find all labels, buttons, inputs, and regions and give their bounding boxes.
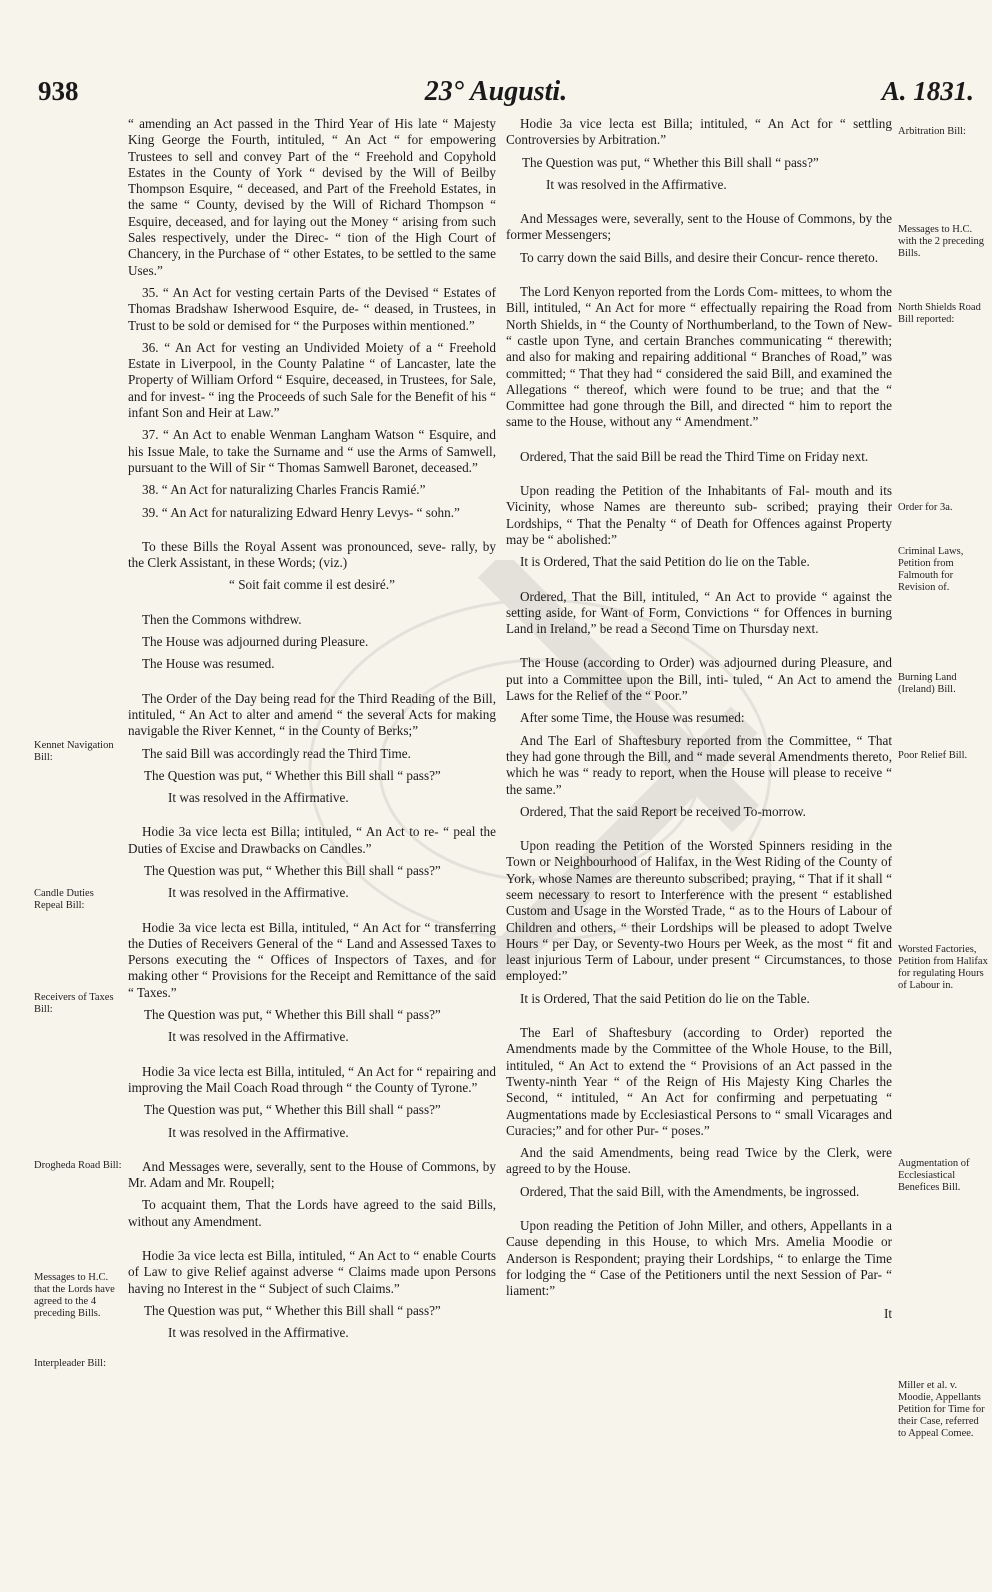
margin-note-right: Augmentation of Ecclesiastical Benefices Bill. (898, 1158, 970, 1193)
text-paragraph: The House (according to Order) was adjourned during Pleasure, and put into a Committee upon the Bill, inti- tuled, “ An Act to amend the Laws for the Relief of the “ Poor.” (506, 655, 892, 704)
text-paragraph: Hodie 3a vice lecta est Billa, intituled, “ An Act to “ enable Courts of Law to give Relief against adverse “ Claims made upon Persons having no Interest in the “ Subject of such Claims.” (128, 1248, 496, 1296)
left-text-column (128, 116, 496, 1348)
text-paragraph: “ amending an Act passed in the Third Year of His late “ Majesty King George the Fourth, intituled, “ An Act “ for empowering Trustees to sell and convey Part of the “ Freehold and Copyhold Estates in the County of York “ devised by the Will of Beilby Thompson Esquire, “ deceased, and Part of the Freehold Estates, in the same “ County, devised by the Will of Richard Thompson “ Esquire, deceased, and for laying out the Money “ arising from such Sales respectively, under the Direc- “ tion of the High Court of Chancery, in the Purchase of “ other Estates, to be settled to the same Uses.” (128, 116, 496, 278)
section-gap (506, 437, 892, 449)
section-gap (128, 600, 496, 612)
text-paragraph: The Earl of Shaftesbury (according to Order) reported the Amendments made by the Committee of the Whole House, to the Bill, intituled, “ An Act to extend the “ Provisions of an Act passed in the Twenty-ninth Year “ of the Reign of His Majesty King Charles the Second, “ intituled, “ An Act for confirming and perpetuating “ Augmentations made by Ecclesiastical Persons to “ small Vicarages and Curacies;” and for other Pur- “ poses.” (506, 1025, 892, 1138)
section-gap (128, 1147, 496, 1159)
text-paragraph: The Question was put, “ Whether this Bill shall “ pass?” (144, 862, 441, 878)
text-paragraph: The House was adjourned during Pleasure. (142, 634, 369, 650)
text-paragraph: Ordered, That the said Bill be read the Third Time on Friday next. (520, 448, 869, 464)
text-paragraph: Hodie 3a vice lecta est Billa, intituled, “ An Act for “ repairing and improving the Mail Coach Road through “ the County of Tyrone.” (128, 1063, 496, 1095)
page-year: A. 1831. (881, 76, 974, 106)
section-gap (506, 577, 892, 589)
text-paragraph: Upon reading the Petition of John Miller, and others, Appellants in a Cause depending in this House, to which Mrs. Amelia Moodie or Anderson is Respondent; praying their Lordships, “ to enlarge the Time for lodging the “ Case of the Petitioners until the next Session of Par- “ liament:” (506, 1218, 892, 1299)
margin-note-right: North Shields Road Bill reported: (898, 302, 981, 325)
page-date: 23° Augusti. (424, 76, 568, 107)
text-paragraph: The Question was put, “ Whether this Bill shall “ pass?” (144, 1102, 441, 1118)
text-paragraph: To acquaint them, That the Lords have agreed to the said Bills, without any Amendment. (128, 1197, 496, 1229)
margin-note-left: Receivers of Taxes Bill: (34, 992, 114, 1015)
page-header (0, 76, 992, 110)
text-paragraph: “ Soit fait comme il est desiré.” (229, 577, 395, 593)
text-paragraph: It was resolved in the Affirmative. (168, 1325, 349, 1341)
margin-note-right: Poor Relief Bill. (898, 750, 968, 761)
margin-note-right: Burning Land (Ireland) Bill. (898, 672, 957, 695)
section-gap (128, 527, 496, 539)
margin-note-left: Candle Duties Repeal Bill: (34, 888, 94, 911)
text-paragraph: It was resolved in the Affirmative. (168, 885, 349, 901)
text-paragraph: After some Time, the House was resumed: (520, 710, 745, 726)
text-paragraph: And Messages were, severally, sent to the House of Commons, by the former Messengers; (506, 211, 892, 243)
margin-note-left: Drogheda Road Bill: (34, 1160, 122, 1171)
section-gap (506, 826, 892, 838)
text-paragraph: 36. “ An Act for vesting an Undivided Moiety of a “ Freehold Estate in Liverpool, in the County Palatine “ of Lancaster, late the Property of William Orford “ Esquire, deceased, in Trustees, for Sale, and for invest- “ ing the Proceeds of such Sale for the Benefit of his “ infant Son and Heir at Law.” (128, 339, 496, 421)
margin-note-right: Criminal Laws, Petition from Falmouth for Revision of. (898, 546, 964, 593)
section-gap (506, 471, 892, 483)
margin-note-right: Arbitration Bill: (898, 126, 966, 137)
text-paragraph: The Order of the Day being read for the Third Reading of the Bill, intituled, “ An Act to alter and amend “ the several Acts for making navigable the River Kennet, “ in the County of Berks;” (128, 690, 496, 739)
text-paragraph: It was resolved in the Affirmative. (546, 176, 727, 192)
margin-note-right: Messages to H.C. with the 2 preceding Bills. (898, 224, 985, 259)
margin-note-right: Order for 3a. (898, 502, 953, 513)
text-paragraph: And the said Amendments, being read Twice by the Clerk, were agreed to by the House. (506, 1145, 892, 1177)
section-gap (506, 272, 892, 284)
text-paragraph: Upon reading the Petition of the Inhabitants of Fal- mouth and its Vicinity, whose Names are thereunto sub- scribed; praying their Lordships, “ That the Penalty “ of Death for Offences against Property may be “ abolished:” (506, 483, 892, 547)
margin-note-right: Miller et al. v. Moodie, Appellants Petition for Time for their Case, referred to Appeal Comee. (898, 1380, 985, 1439)
text-paragraph: And The Earl of Shaftesbury reported from the Committee, “ That they had gone through the Bill, and “ made several Amendments thereto, which he was “ ready to report, when the House will please to receive “ the same.” (506, 732, 892, 797)
text-paragraph: The Question was put, “ Whether this Bill shall “ pass?” (144, 1302, 441, 1318)
text-paragraph: Hodie 3a vice lecta est Billa; intituled, “ An Act for “ settling Controversies by Arbitration.” (506, 116, 892, 148)
text-paragraph: Ordered, That the Bill, intituled, “ An Act to provide “ against the setting aside, for Want of Form, Convictions “ for Offences in burning Land in Ireland,” be read a Second Time on Thursday next. (506, 588, 892, 637)
text-paragraph: Ordered, That the said Report be received To-morrow. (520, 803, 806, 819)
text-paragraph: Upon reading the Petition of the Worsted Spinners residing in the Town or Neighbourhood of Halifax, in the West Riding of the County of York, whose Names are thereunto subscribed; praying, “ That if it shall “ seem necessary to resort to Interference with the present “ established Custom and Usage in the Worsted Trade, “ as to the Hours of Labour of Children and others, “ their Lordships will be pleased to adopt Twelve Hours “ per Day, or Seventy-two Hours per Week, as the most “ fit and least injurious Term of Labour, under present “ Circumstances, to those employed:” (506, 838, 892, 984)
catchword: It (883, 1305, 892, 1321)
text-paragraph: The Question was put, “ Whether this Bill shall “ pass?” (144, 767, 441, 783)
section-gap (506, 1206, 892, 1218)
margin-note-left: Messages to H.C. that the Lords have agreed to the 4 preceding Bills. (34, 1272, 115, 1319)
right-text-column (506, 116, 892, 1328)
text-paragraph: Hodie 3a vice lecta est Billa; intituled, “ An Act to re- “ peal the Duties of Excise and Drawbacks on Candles.” (128, 824, 496, 856)
text-paragraph: To these Bills the Royal Assent was pronounced, seve- rally, by the Clerk Assistant, in these Words; (viz.) (128, 538, 496, 571)
section-gap (128, 679, 496, 691)
text-paragraph: 38. “ An Act for naturalizing Charles Francis Ramié.” (142, 482, 426, 498)
text-paragraph: The House was resumed. (142, 656, 275, 672)
section-gap (128, 812, 496, 824)
text-paragraph: 35. “ An Act for vesting certain Parts of the Devised “ Estates of Thomas Bradshaw Isherwood Esquire, de- “ deased, in Trustees, in Trust to be sold or demised for “ the Purposes within mentioned.” (128, 284, 496, 333)
text-paragraph: It was resolved in the Affirmative. (168, 1124, 349, 1140)
text-paragraph: It was resolved in the Affirmative. (168, 1029, 349, 1045)
section-gap (506, 643, 892, 655)
page-number: 938 (38, 76, 79, 106)
text-paragraph: Hodie 3a vice lecta est Billa, intituled, “ An Act for “ transferring the Duties of Receivers General of the “ Land and Assessed Taxes to Persons executing the “ Offices of Inspectors of Taxes, and for making other “ Provisions for the Receipt and Remittance of the said “ Taxes.” (128, 919, 496, 1000)
section-gap (128, 1236, 496, 1248)
text-paragraph: Then the Commons withdrew. (142, 611, 302, 627)
margin-note-right: Worsted Factories, Petition from Halifax for regulating Hours of Labour in. (898, 944, 988, 991)
text-paragraph: It is Ordered, That the said Petition do lie on the Table. (520, 554, 810, 570)
text-paragraph: To carry down the said Bills, and desire their Concur- rence thereto. (520, 249, 879, 265)
section-gap (506, 199, 892, 211)
margin-note-left: Interpleader Bill: (34, 1358, 107, 1369)
section-gap (128, 1052, 496, 1064)
text-paragraph: It is Ordered, That the said Petition do lie on the Table. (520, 990, 810, 1006)
text-paragraph: The Question was put, “ Whether this Bill shall “ pass?” (522, 154, 819, 170)
margin-note-left: Kennet Navigation Bill: (34, 740, 114, 763)
section-gap (506, 1013, 892, 1025)
section-gap (128, 908, 496, 920)
text-paragraph: The Lord Kenyon reported from the Lords Com- mittees, to whom the Bill, intituled, “ An Act for more “ effectually repairing the Road from North Shields, in “ the County of Northumberland, to the Town of New- “ castle upon Tyne, and certain Branches communicating “ therewith; and also for making and repairing additional “ Branches of Road,” was committed; “ That they had “ considered the said Bill, and examined the Allegations “ thereof, which were found to be true; and that the “ Committee had gone through the Bill, and directed “ him to report the same to the House, without any “ Amendment.” (506, 284, 892, 430)
text-paragraph: 37. “ An Act to enable Wenman Langham Watson “ Esquire, and his Issue Male, to take the Surname and “ use the Arms of Samwell, pursuant to the Will of Sir “ Thomas Samwell Baronet, deceased.” (128, 427, 496, 475)
text-paragraph: The said Bill was accordingly read the Third Time. (142, 745, 411, 761)
text-paragraph: 39. “ An Act for naturalizing Edward Henry Levys- “ sohn.” (142, 504, 460, 520)
text-paragraph: And Messages were, severally, sent to the House of Commons, by Mr. Adam and Mr. Roupell; (128, 1158, 496, 1191)
text-paragraph: The Question was put, “ Whether this Bill shall “ pass?” (144, 1007, 441, 1023)
text-paragraph: Ordered, That the said Bill, with the Amendments, be ingrossed. (520, 1183, 860, 1199)
text-paragraph: It was resolved in the Affirmative. (168, 790, 349, 806)
